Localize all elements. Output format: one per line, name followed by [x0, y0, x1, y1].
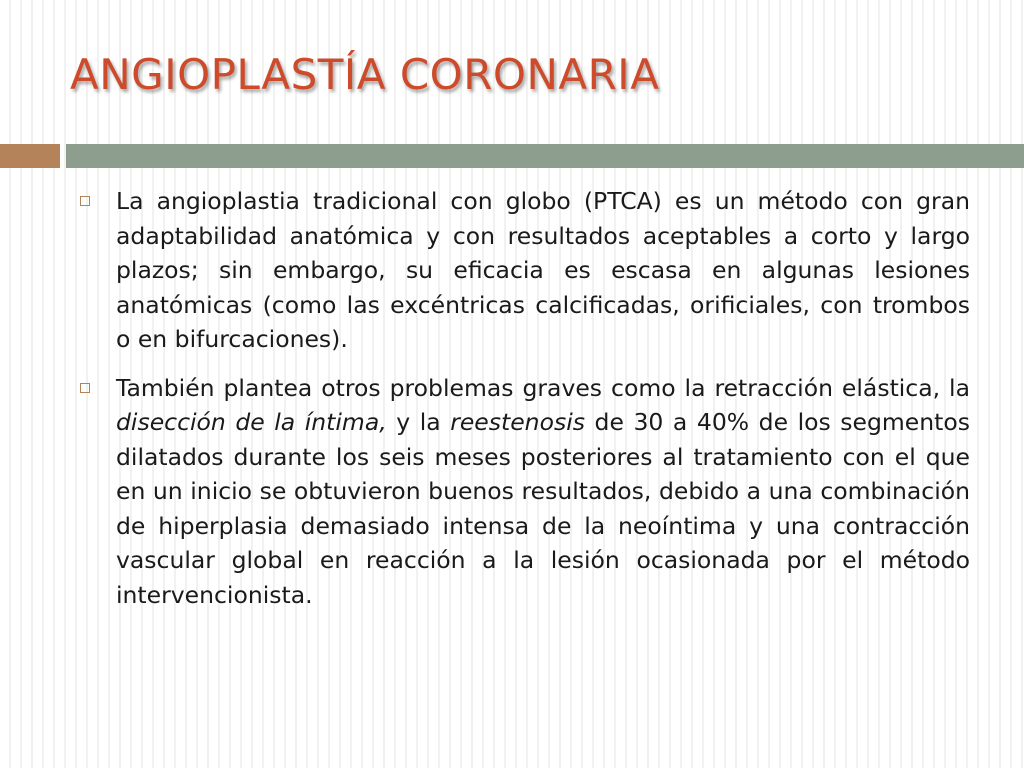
slide-body	[80, 184, 970, 626]
bullet-item-1-text: La angioplastia tradicional con globo (PTCA) es un método con gran adaptabilidad anatómica y con resultados aceptables a corto y largo plazos; sin embargo, su eficacia es escasa en algunas lesiones anatómicas (como las excéntricas calcificadas, orificiales, con trombos o en bifurcaciones).	[116, 187, 970, 353]
bullet-item-2-text-part-1: También plantea otros problemas graves como la retracción elástica, la	[116, 373, 970, 402]
header-accent-bar-left	[0, 144, 60, 168]
bullet-item-2-italic-term-1: disección de la íntima,	[116, 408, 387, 436]
bullet-item-2-text-part-3: de 30 a 40% de los segmentos dilatados durante los seis meses posteriores al tratamiento con el que en un inicio se obtuvieron buenos resultados, debido a una combinación de hiperplasia demasiado intensa de la neoíntima y una contracción vascular global en reacción a la lesión ocasionada por el método intervencionista.	[116, 408, 970, 609]
slide-title: ANGIOPLASTÍA CORONARIA	[70, 50, 660, 99]
square-bullet-icon	[80, 196, 90, 206]
bullet-item-2	[80, 371, 970, 613]
bullet-item-2-italic-term-2: reestenosis	[450, 408, 585, 436]
bullet-item-1	[80, 184, 970, 357]
square-bullet-icon	[80, 383, 90, 393]
header-accent-bar-right	[66, 144, 1024, 168]
bullet-item-2-text-part-2: y la	[386, 408, 451, 436]
